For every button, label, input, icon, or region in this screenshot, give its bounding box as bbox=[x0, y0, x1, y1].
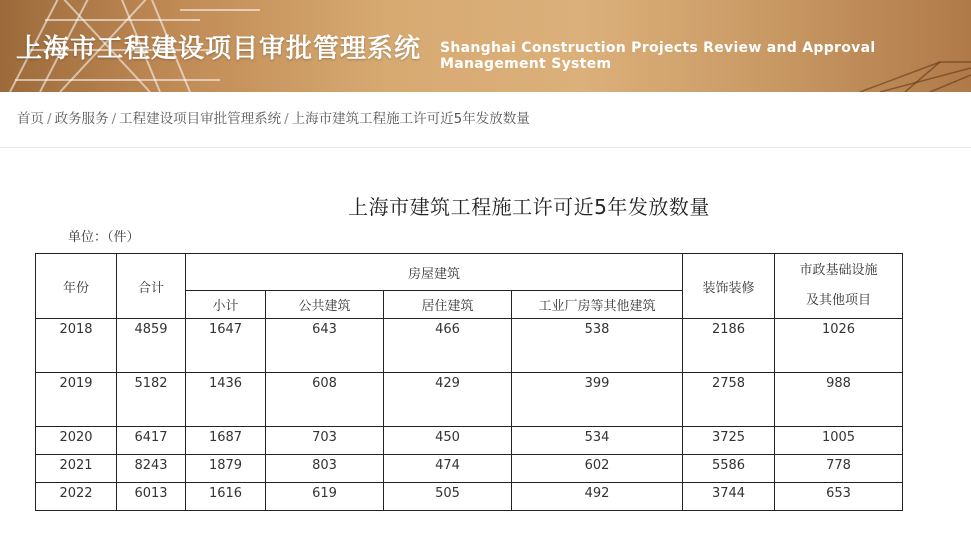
header-municipal-line2: 及其他项目 bbox=[805, 293, 871, 308]
cell-residential: 450 bbox=[384, 427, 512, 455]
cell-industrial: 492 bbox=[512, 483, 683, 511]
cell-subtotal: 1647 bbox=[186, 319, 266, 373]
cell-decoration: 5586 bbox=[683, 455, 775, 483]
cell-subtotal: 1616 bbox=[186, 483, 266, 511]
cell-year: 2022 bbox=[36, 483, 117, 511]
header-municipal-line1: 市政基础设施 bbox=[799, 263, 878, 278]
cell-decoration: 3725 bbox=[683, 427, 775, 455]
cell-industrial: 602 bbox=[512, 455, 683, 483]
table-row bbox=[36, 373, 903, 427]
cell-year: 2021 bbox=[36, 455, 117, 483]
header-subtotal: 小计 bbox=[186, 291, 266, 319]
cell-year: 2020 bbox=[36, 427, 117, 455]
cell-residential: 429 bbox=[384, 373, 512, 427]
cell-subtotal: 1687 bbox=[186, 427, 266, 455]
cell-total: 4859 bbox=[117, 319, 186, 373]
cell-industrial: 534 bbox=[512, 427, 683, 455]
table-row bbox=[36, 427, 903, 455]
header-banner bbox=[0, 0, 971, 92]
cell-decoration: 3744 bbox=[683, 483, 775, 511]
breadcrumb-approval-system[interactable]: 工程建设项目审批管理系统 bbox=[119, 111, 282, 127]
breadcrumb-separator: / bbox=[47, 111, 52, 127]
cell-municipal: 1026 bbox=[775, 319, 903, 373]
cell-municipal: 1005 bbox=[775, 427, 903, 455]
breadcrumb-government-services[interactable]: 政务服务 bbox=[54, 111, 109, 127]
cell-public: 608 bbox=[266, 373, 384, 427]
cell-municipal: 778 bbox=[775, 455, 903, 483]
cell-subtotal: 1436 bbox=[186, 373, 266, 427]
site-subtitle: Shanghai Construction Projects Review and Approval Management System bbox=[440, 40, 876, 72]
cell-public: 703 bbox=[266, 427, 384, 455]
header-residential: 居住建筑 bbox=[384, 291, 512, 319]
cell-year: 2018 bbox=[36, 319, 117, 373]
table-row bbox=[36, 455, 903, 483]
cell-total: 6417 bbox=[117, 427, 186, 455]
cell-decoration: 2758 bbox=[683, 373, 775, 427]
cell-residential: 505 bbox=[384, 483, 512, 511]
breadcrumb-home[interactable]: 首页 bbox=[17, 111, 44, 127]
breadcrumb-separator: / bbox=[284, 111, 289, 127]
cell-total: 5182 bbox=[117, 373, 186, 427]
cell-residential: 474 bbox=[384, 455, 512, 483]
cell-public: 643 bbox=[266, 319, 384, 373]
header-housing: 房屋建筑 bbox=[186, 254, 683, 291]
cell-total: 8243 bbox=[117, 455, 186, 483]
cell-subtotal: 1879 bbox=[186, 455, 266, 483]
cell-municipal: 653 bbox=[775, 483, 903, 511]
cell-industrial: 399 bbox=[512, 373, 683, 427]
cell-public: 619 bbox=[266, 483, 384, 511]
divider bbox=[0, 147, 971, 148]
cell-municipal: 988 bbox=[775, 373, 903, 427]
cell-total: 6013 bbox=[117, 483, 186, 511]
cell-decoration: 2186 bbox=[683, 319, 775, 373]
breadcrumb-current: 上海市建筑工程施工许可近5年发放数量 bbox=[291, 111, 530, 127]
site-title: 上海市工程建设项目审批管理系统 bbox=[16, 34, 422, 64]
breadcrumb-separator: / bbox=[111, 111, 117, 127]
cell-public: 803 bbox=[266, 455, 384, 483]
cell-year: 2019 bbox=[36, 373, 117, 427]
header-public: 公共建筑 bbox=[266, 291, 384, 319]
cell-residential: 466 bbox=[384, 319, 512, 373]
cell-industrial: 538 bbox=[512, 319, 683, 373]
table-row bbox=[36, 483, 903, 511]
header-year: 年份 bbox=[36, 254, 117, 319]
header-municipal bbox=[775, 254, 903, 319]
header-total: 合计 bbox=[117, 254, 186, 319]
header-decoration: 装饰装修 bbox=[683, 254, 775, 319]
permit-table bbox=[35, 253, 903, 511]
unit-label: 单位：（件） bbox=[68, 230, 140, 245]
header-industrial: 工业厂房等其他建筑 bbox=[512, 291, 683, 319]
table-row bbox=[36, 319, 903, 373]
page-title: 上海市建筑工程施工许可近5年发放数量 bbox=[348, 195, 710, 219]
breadcrumb bbox=[17, 107, 530, 127]
